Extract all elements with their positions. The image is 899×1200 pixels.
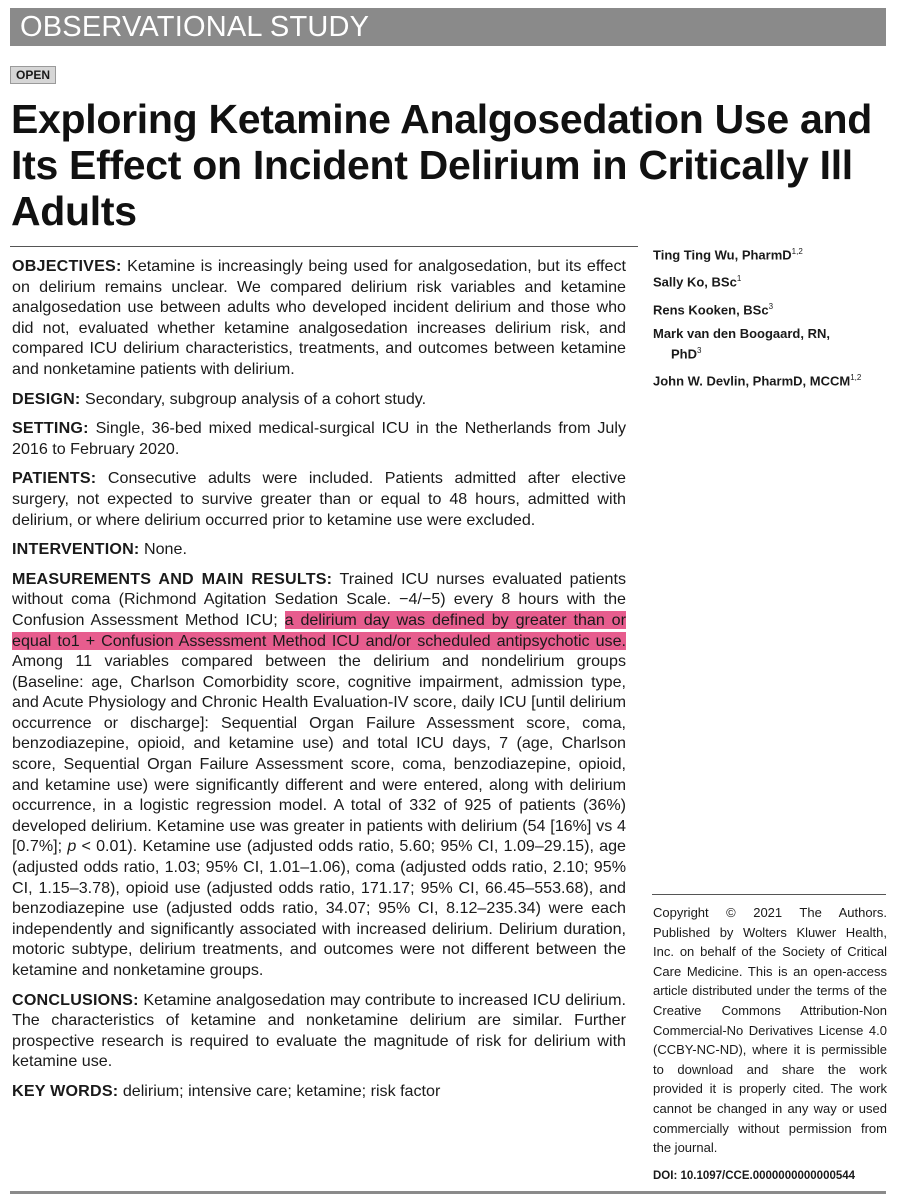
conclusions-label: CONCLUSIONS: (12, 990, 139, 1009)
measurements-label: MEASUREMENTS AND MAIN RESULTS: (12, 569, 333, 588)
article-title: Exploring Ketamine Analgosedation Use and Its Effect on Incident Delirium in Critically Ill Adults (11, 96, 872, 234)
section-banner: OBSERVATIONAL STUDY (10, 8, 886, 46)
patients-text: Consecutive adults were included. Patients admitted after elective surgery, not expected to survive greater than or equal to 48 hours, admitted with delirium, or where delirium occurred prior to ketamine use were excluded. (12, 469, 626, 529)
setting-paragraph (12, 418, 626, 459)
author-affiliation: 3 (768, 301, 774, 311)
measurements-text-3: < 0.01). Ketamine use (adjusted odds ratio, 5.60; 95% CI, 1.09–29.15), age (adjusted odds ratio, 1.03; 95% CI, 1.01–1.06), coma (adjusted odds ratio, 2.10; 95% CI, 1.15–3.78), opioid use (adjusted odds ratio, 171.17; 95% CI, 66.45–553.68), and benzodiazepine use (adjusted odds ratio, 34.07; 95% CI, 8.12–235.34) were each independently and significantly associated with increased delirium. Delirium duration, motoric subtype, delirium treatments, and outcomes were not different between the ketamine and nonketamine groups. (12, 837, 626, 979)
open-access-badge: OPEN (10, 66, 56, 84)
objectives-label: OBJECTIVES: (12, 257, 122, 275)
design-paragraph (12, 389, 626, 410)
author-name: Ting Ting Wu, PharmD (653, 247, 792, 263)
title-divider (10, 246, 638, 247)
author-item (653, 298, 889, 318)
design-text: Secondary, subgroup analysis of a cohort study. (84, 389, 427, 408)
author-item (653, 243, 889, 263)
objectives-paragraph (12, 256, 626, 380)
author-item (653, 270, 889, 290)
author-name: Sally Ko, BSc (653, 274, 737, 290)
objectives-text: Ketamine is increasingly being used for analgosedation, but its effect on delirium remains unclear. We compared delirium risk variables and ketamine analgosedation use between adults who developed incident delirium and those who did not, evaluated whether ketamine analgosedation increases delirium risk, and compared ICU delirium characteristics, treatments, and outcomes between ketamine and nonketamine patients with delirium. (12, 257, 626, 378)
keywords-text: delirium; intensive care; ketamine; risk factor (122, 1081, 441, 1100)
copyright-notice: Copyright © 2021 The Authors. Published by Wolters Kluwer Health, Inc. on behalf of the Society of Critical Care Medicine. This is an open-access article distributed under the terms of the Creative Commons Attribution-Non Commercial-No Derivatives License 4.0 (CCBY-NC-ND), where it is permissible to download and share the work provided it is properly cited. The work cannot be changed in any way or used commercially without permission from the journal. (653, 905, 887, 1156)
abstract (12, 256, 626, 1111)
keywords-label: KEY WORDS: (12, 1081, 119, 1100)
patients-label: PATIENTS: (12, 469, 97, 488)
keywords-paragraph (12, 1081, 626, 1102)
author-affiliation: 1 (736, 274, 742, 284)
measurements-text-2: Among 11 variables compared between the delirium and nondelirium groups (Baseline: age, Charlson Comorbidity score, cognitive impairment, admission type, and Acute Physiology and Chronic Health Evaluation-IV score, daily ICU [until delirium occurrence or discharge]: Sequential Organ Failure Assessment score, coma, benzodiazepine, opioid, and ketamine use) and total ICU days, 7 (age, Charlson score, Sequential Organ Failure Assessment score, coma, benzodiazepine, opioid, and ketamine use) were significantly different and were entered, along with delirium occurrence, in a logistic regression model. A total of 332 of 925 of patients (36%) developed delirium. Ketamine use was greater in patients with delirium (54 [16%] vs 4 [0.7%]; (12, 652, 626, 856)
conclusions-paragraph (12, 990, 626, 1072)
intervention-text: None. (143, 540, 187, 559)
highlighted-text: a delirium day was defined by greater than or equal to1 + Confusion Assessment Method ICU and/or scheduled antipsychotic use. (12, 610, 626, 650)
setting-label: SETTING: (12, 419, 89, 438)
doi-link[interactable]: DOI: 10.1097/CCE.0000000000000544 (653, 1170, 856, 1182)
intervention-paragraph (12, 539, 626, 560)
copyright-divider (652, 894, 886, 895)
author-item (653, 325, 889, 362)
author-name: Rens Kooken, BSc (653, 301, 769, 317)
author-affiliation: 3 (697, 345, 702, 355)
setting-text: Single, 36-bed mixed medical-surgical ICU in the Netherlands from July 2016 to February 2020. (12, 419, 626, 458)
p-value-symbol: p (67, 837, 77, 856)
intervention-label: INTERVENTION: (12, 540, 140, 559)
author-affiliation: 1,2 (791, 247, 803, 256)
author-degree: PhD (671, 346, 697, 362)
author-name: Mark van den Boogaard, RN, (653, 325, 830, 341)
conclusions-text: Ketamine analgosedation may contribute to increased ICU delirium. The characteristics of ketamine and nonketamine delirium are similar. Further prospective research is required to evaluate the magnitude of risk for delirium with ketamine use. (12, 990, 626, 1071)
design-label: DESIGN: (12, 389, 81, 408)
author-affiliation: 1,2 (850, 373, 862, 383)
author-list (653, 243, 889, 397)
patients-paragraph (12, 468, 626, 530)
author-item (653, 369, 889, 389)
measurements-text-1: Trained ICU nurses evaluated patients without coma (Richmond Agitation Sedation Scale. −4/−5) every 8 hours with the Confusion Assessment Method ICU; (12, 569, 626, 629)
footer-rule (10, 1191, 886, 1194)
author-name: John W. Devlin, PharmD, MCCM (653, 373, 851, 389)
measurements-paragraph (12, 569, 626, 981)
